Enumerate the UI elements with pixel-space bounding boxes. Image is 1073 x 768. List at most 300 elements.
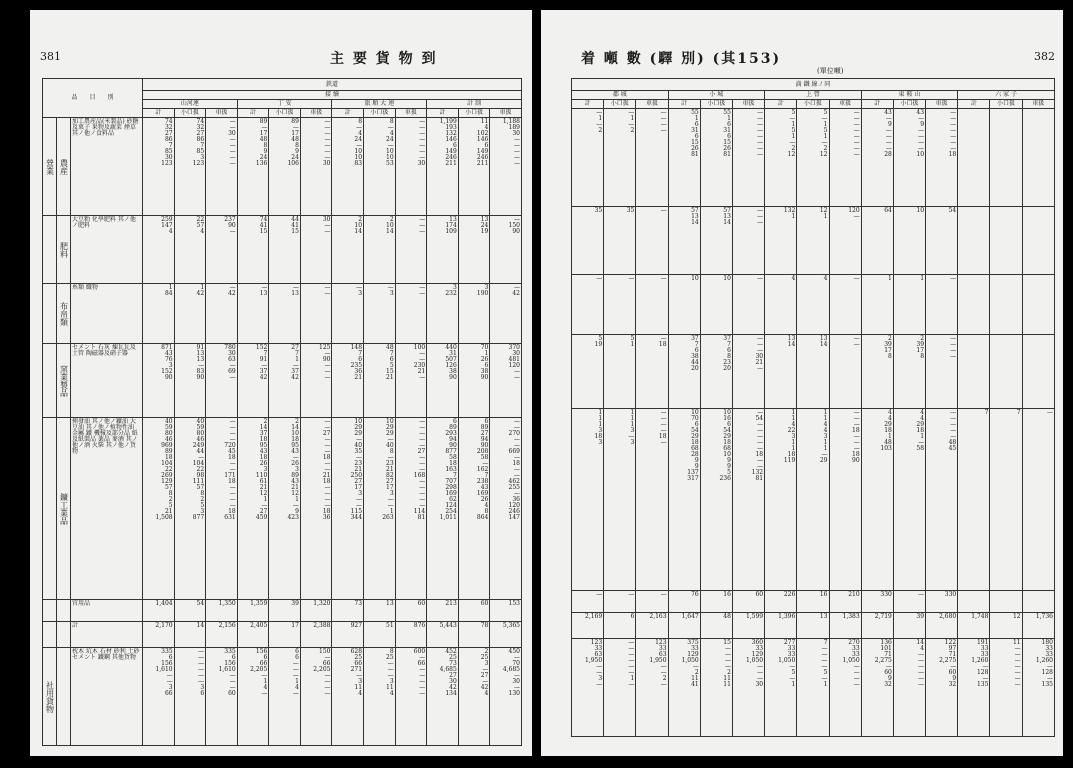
table-row (572, 639, 1055, 737)
data-cell: 43 — 9 — — — — 10 (893, 109, 925, 207)
page-title: 着 噸 數 (驛 別) (其153) (581, 51, 782, 67)
data-cell: — 42 (206, 284, 238, 344)
item-labels: 枕木 坑木 石材 砂利 土砂 セメント 鐵鋼 其他貨物 (71, 648, 143, 746)
data-cell: 2 10 14 (364, 216, 396, 284)
category-label (43, 418, 57, 600)
data-cell: 7 — — — — 5 — 1 (797, 639, 829, 737)
data-cell: 123 33 63 1,950 — — 2 — (636, 639, 668, 737)
data-cell: — — — — — 48 45 (926, 409, 958, 591)
data-cell: 136 101 71 2,275 — 60 9 32 (861, 639, 893, 737)
col-header: 車扱 (206, 109, 238, 118)
data-cell: — — (829, 335, 861, 409)
table-row (43, 344, 522, 418)
col-header: 小口扱 (364, 109, 396, 118)
col-header: 計 (572, 100, 604, 109)
data-cell: 91 13 13 — 83 90 (174, 344, 206, 418)
data-cell: 13 (797, 613, 829, 639)
data-cell: 54 (926, 207, 958, 275)
subcategory-label: 農産 (57, 118, 71, 216)
data-cell: 4 4 29 18 1 48 103 (861, 409, 893, 591)
data-cell: 871 43 76 3 152 90 (143, 344, 175, 418)
col-header: 計 (861, 100, 893, 109)
category-label (43, 600, 57, 622)
item-labels: 糸類 織物 (71, 284, 143, 344)
data-cell: 10 (893, 207, 925, 275)
data-cell: — 13 (269, 284, 301, 344)
data-cell (958, 207, 990, 275)
col-header: 小口扱 (269, 109, 301, 118)
data-cell: — (636, 207, 668, 275)
data-cell: 5 1 (604, 335, 636, 409)
table-row (572, 335, 1055, 409)
data-cell: 2 10 14 (332, 216, 364, 284)
data-cell: — (604, 275, 636, 335)
data-cell (990, 275, 1022, 335)
left-page (30, 10, 532, 756)
data-cell: — 150 90 (490, 216, 522, 284)
data-cell: — (732, 275, 764, 335)
data-cell: 1 (861, 275, 893, 335)
data-cell: 10 (700, 275, 732, 335)
data-cell: 1,404 (143, 600, 175, 622)
data-cell: 450 — 70 4,685 — 30 — 130 (490, 648, 522, 746)
data-cell: 4 4 29 18 1 — 58 (893, 409, 925, 591)
freight-table-right (571, 78, 1055, 737)
category-label: 社用貨物 (43, 648, 57, 746)
data-cell: — — — — — — 3 6 (174, 648, 206, 746)
data-cell: 180 33 33 1,260 — 128 — 135 (1022, 639, 1054, 737)
data-cell: — — — — — — — — (829, 109, 861, 207)
data-cell: 4 (797, 275, 829, 335)
data-cell: 277 33 33 1,050 — 5 — 1 (765, 639, 797, 737)
data-cell: — — — (395, 216, 427, 284)
data-cell: 5,443 (427, 622, 459, 648)
data-cell: 100 — — 230 21 — (395, 344, 427, 418)
data-cell (1022, 335, 1054, 409)
item-labels: 揮發油 其ノ他ノ鑛油 大豆油 其ノ他ノ植物性油 金屬 鐵 機械及部分品 紙及紙製品 薬品 麥酒 其ノ他ノ酒 火柴 其ノ他ノ貨物 (71, 418, 143, 600)
item-labels: 加工農産品(米製品) 砂糖及菓子 果物及蔬菜 煙草 其ノ他ノ食料品 (71, 118, 143, 216)
col-header: 計 (332, 109, 364, 118)
data-cell: 43 — 9 — — — — 28 (861, 109, 893, 207)
data-cell: 57 13 14 (700, 207, 732, 275)
col-header: 車扱 (300, 109, 332, 118)
group-header: 旅 順 大 連 (332, 100, 427, 109)
data-cell: 927 (332, 622, 364, 648)
data-cell: — 54 — — — — — 18 — — 132 81 (732, 409, 764, 591)
data-cell: 17 (269, 622, 301, 648)
data-cell: 2,405 (237, 622, 269, 648)
data-cell: 3 232 (427, 284, 459, 344)
data-cell: 6 89 293 94 90 877 58 18 163 7 707 298 169 62 124 254 1,011 (427, 418, 459, 600)
data-cell: 14 4 — — — — — — (893, 639, 925, 737)
data-cell: 330 (926, 591, 958, 613)
data-cell: 60 (732, 591, 764, 613)
data-cell: 375 33 129 1,050 — 2 11 41 (668, 639, 700, 737)
data-cell: 10 29 29 — 40 35 — 23 21 250 27 17 3 — — 115 344 (332, 418, 364, 600)
data-cell: 1,748 (958, 613, 990, 639)
data-cell: 6 (604, 613, 636, 639)
subcategory-label (57, 622, 71, 648)
col-header: 小口扱 (797, 100, 829, 109)
group-header: 山河連 (143, 100, 238, 109)
data-cell: 35 (572, 207, 604, 275)
header-top: 満 鐵 線 ﾉ 同 (572, 79, 1055, 91)
data-cell: 5,365 (490, 622, 522, 648)
data-cell: — (1022, 409, 1054, 591)
subcategory-label: 窯業製品 (57, 344, 71, 418)
col-header: 小口扱 (700, 100, 732, 109)
data-cell: 5 — 1 5 1 — 2 12 (797, 109, 829, 207)
item-labels: 計 (71, 622, 143, 648)
data-cell: 1,736 (1022, 613, 1054, 639)
data-cell (1022, 207, 1054, 275)
data-cell: 12 (990, 613, 1022, 639)
data-cell: 40 59 80 46 249 44 — 104 22 98 111 57 8 2 5 3 877 (174, 418, 206, 600)
data-cell: 156 6 66 2,205 — 1 4 — (237, 648, 269, 746)
data-cell: 14 (174, 622, 206, 648)
data-cell: 3 190 (458, 284, 490, 344)
data-cell: 1,647 (668, 613, 700, 639)
data-cell: — (636, 275, 668, 335)
data-cell: 60 (458, 600, 490, 622)
data-cell: 2 25 3 — 27 — 42 4 (458, 648, 490, 746)
data-cell: 35 (604, 207, 636, 275)
data-cell: 440 31 507 126 38 90 (427, 344, 459, 418)
data-cell: 2,156 (206, 622, 238, 648)
data-cell: 11 — — — — — — — (990, 639, 1022, 737)
subcategory-label (57, 648, 71, 746)
data-cell: — — 30 — — — — — (206, 118, 238, 216)
data-cell: — 3 (364, 284, 396, 344)
page-number: 381 (40, 50, 61, 63)
table-row (43, 216, 522, 284)
data-cell: 1 1 1 3 — 3 (604, 409, 636, 591)
table-row (572, 591, 1055, 613)
group-header: 郡 城 (572, 91, 669, 100)
data-cell: — — — — — — 1 — (604, 639, 636, 737)
data-cell (958, 109, 990, 207)
subcategory-label: 布帛類 (57, 284, 71, 344)
data-cell: 51 (364, 622, 396, 648)
data-cell: 13 24 19 (458, 216, 490, 284)
data-cell: 48 7 6 5 15 21 (364, 344, 396, 418)
data-cell: 70 1 26 6 38 90 (458, 344, 490, 418)
data-cell: 7 (990, 409, 1022, 591)
data-cell: 37 7 6 8 23 20 (700, 335, 732, 409)
data-cell: 74 41 15 (237, 216, 269, 284)
col-header: 小口扱 (458, 109, 490, 118)
col-header: 計 (958, 100, 990, 109)
data-cell: 2,163 (636, 613, 668, 639)
data-cell: — (604, 591, 636, 613)
data-cell: 7 (958, 409, 990, 591)
data-cell: 370 30 481 120 — — (490, 344, 522, 418)
data-cell: 8 25 — — — 3 11 4 (364, 648, 396, 746)
data-cell: 1 1 4 4 3 1 1 — 29 (797, 409, 829, 591)
data-cell: — 3 (332, 284, 364, 344)
data-cell (990, 207, 1022, 275)
group-header: 丁 安 (237, 100, 332, 109)
data-cell: — — — — — — — 30 (300, 118, 332, 216)
item-labels: 大豆粕 化學肥料 其ノ他ノ肥料 (71, 216, 143, 284)
data-cell: — — — — — — — — (732, 109, 764, 207)
data-cell (1022, 109, 1054, 207)
data-cell: 600 — 66 — — — — — (395, 648, 427, 746)
data-cell: 1,188 189 30 — — — — — (490, 118, 522, 216)
col-header: 計 (765, 100, 797, 109)
data-cell: 330 (861, 591, 893, 613)
data-cell: 48 (700, 613, 732, 639)
data-cell: 6 6 — — — 1 4 — (269, 648, 301, 746)
header-top: 鉄道 (143, 79, 522, 91)
data-cell: 74 32 27 86 7 85 30 123 (143, 118, 175, 216)
data-cell: 76 (668, 591, 700, 613)
data-cell: 57 13 14 (668, 207, 700, 275)
category-label: 營業 (43, 118, 57, 216)
subcategory-label: 肥料 (57, 216, 71, 284)
data-cell: 191 33 33 1,260 — 128 — 135 (958, 639, 990, 737)
data-cell: 13 174 109 (427, 216, 459, 284)
data-cell: — 42 (490, 284, 522, 344)
data-cell: 150 — 66 2,205 — — — — (300, 648, 332, 746)
data-cell: — (926, 275, 958, 335)
data-cell: 64 (861, 207, 893, 275)
data-cell: — — 27 — — — 18 — — 21 18 — — — — 18 36 (300, 418, 332, 600)
group-header: 東 鞍 山 (861, 91, 958, 100)
data-cell (990, 591, 1022, 613)
data-cell: 16 (797, 591, 829, 613)
col-header: 小口扱 (604, 100, 636, 109)
data-cell: 1 (893, 275, 925, 335)
data-cell: 78 (458, 622, 490, 648)
data-cell: 152 7 91 — 37 42 (237, 344, 269, 418)
data-cell: 39 (269, 600, 301, 622)
data-cell: — (572, 275, 604, 335)
col-header: 計 (668, 100, 700, 109)
data-cell: 237 90 — (206, 216, 238, 284)
data-cell: — 18 (636, 335, 668, 409)
data-cell (958, 591, 990, 613)
data-cell: 1 1 4 22 3 1 1 18 119 (765, 409, 797, 591)
data-cell: 13 14 (797, 335, 829, 409)
data-cell: 1,350 (206, 600, 238, 622)
table-row (572, 275, 1055, 335)
data-cell: 73 (332, 600, 364, 622)
data-cell (1022, 275, 1054, 335)
data-cell: 5 — 1 5 1 — 2 12 (765, 109, 797, 207)
data-cell: — — — — 18 — (636, 409, 668, 591)
category-label (43, 622, 57, 648)
data-cell: — — 270 — — 669 — 18 — — 462 255 — 36 120 246 147 (490, 418, 522, 600)
category-label (43, 216, 57, 284)
data-cell: 13 (364, 600, 396, 622)
data-cell: 335 6 156 1,610 — — — 60 (206, 648, 238, 746)
data-cell: 2,388 (300, 622, 332, 648)
col-header-item: 品 目 別 (43, 79, 143, 118)
data-cell: 876 (395, 622, 427, 648)
data-cell: — — (395, 284, 427, 344)
col-header: 車扱 (395, 109, 427, 118)
col-header: 計 (427, 109, 459, 118)
unit-note: (單位噸) (817, 67, 844, 75)
table-row (43, 648, 522, 746)
data-cell: 37 7 6 38 44 20 (668, 335, 700, 409)
col-header: 車扱 (490, 109, 522, 118)
data-cell: — (893, 591, 925, 613)
freight-table-left (42, 78, 522, 746)
data-cell: 4 (765, 275, 797, 335)
table-row (43, 622, 522, 648)
data-cell: 452 25 73 4,685 27 30 42 134 (427, 648, 459, 746)
data-cell: 1,396 (765, 613, 797, 639)
col-header: 小口扱 (893, 100, 925, 109)
data-cell: — 1 — 2 (572, 109, 604, 207)
data-cell: 210 (829, 591, 861, 613)
data-cell: 22 57 4 (174, 216, 206, 284)
data-cell: 6 89 27 94 90 208 58 — 162 7 238 43 169 26 4 8 864 (458, 418, 490, 600)
data-cell: 55 1 6 31 6 15 26 81 (668, 109, 700, 207)
data-cell: 44 41 15 (269, 216, 301, 284)
data-cell: 30 — — (300, 216, 332, 284)
data-cell: 2,169 (572, 613, 604, 639)
data-cell: — — — — — — — 18 (926, 109, 958, 207)
data-cell: 153 (490, 600, 522, 622)
data-cell: — — — — (926, 335, 958, 409)
data-cell: 10 70 6 54 29 18 68 28 9 9 137 317 (668, 409, 700, 591)
data-cell: 2 39 17 8 (893, 335, 925, 409)
data-cell: 2 39 17 8 (861, 335, 893, 409)
category-label (43, 344, 57, 418)
data-cell: 12 1 (797, 207, 829, 275)
data-cell: — — — — (636, 109, 668, 207)
category-label (43, 284, 57, 344)
data-cell: 5 19 (572, 335, 604, 409)
book-spine (534, 40, 538, 740)
col-header: 小口扱 (990, 100, 1022, 109)
header-sub: 接 續 (143, 91, 522, 100)
data-cell (1022, 591, 1054, 613)
data-cell: 8 — 4 24 — 10 10 83 (332, 118, 364, 216)
subcategory-label (57, 600, 71, 622)
data-cell: — 1 — 2 (604, 109, 636, 207)
page-title: 主 要 貨 物 到 (330, 51, 438, 67)
table-row (43, 418, 522, 600)
col-header: 計 (237, 109, 269, 118)
data-cell: — — — — — — — 30 (395, 118, 427, 216)
data-cell: 2 14 37 18 95 43 18 26 3 110 61 21 12 1 — 27 459 (237, 418, 269, 600)
data-cell: 780 30 63 — 69 — (206, 344, 238, 418)
table-row (43, 118, 522, 216)
group-header: 六 家 子 (958, 91, 1055, 100)
col-header: 計 (143, 109, 175, 118)
data-cell: — (636, 591, 668, 613)
data-cell: 120 — (829, 207, 861, 275)
data-cell: 74 32 27 86 7 85 3 123 (174, 118, 206, 216)
col-header: 車扱 (829, 100, 861, 109)
data-cell: 11 4 102 146 6 149 246 211 (458, 118, 490, 216)
table-row (43, 284, 522, 344)
data-cell: — (572, 591, 604, 613)
data-cell: 270 33 33 1,050 — — — — (829, 639, 861, 737)
data-cell: — — — — — 27 — — — 168 — — — — — 114 81 (395, 418, 427, 600)
data-cell: 1 84 (143, 284, 175, 344)
data-cell: 123 33 63 1,950 — — 3 — (572, 639, 604, 737)
item-labels: 官用品 (71, 600, 143, 622)
data-cell: 27 7 1 — 37 42 (269, 344, 301, 418)
page-number: 382 (1034, 50, 1055, 63)
data-cell (958, 275, 990, 335)
data-cell: — (829, 275, 861, 335)
data-cell: 1,383 (829, 613, 861, 639)
data-cell (990, 335, 1022, 409)
data-cell: 335 6 156 1,610 — — 3 66 (143, 648, 175, 746)
col-header: 小口扱 (174, 109, 206, 118)
data-cell: 2,170 (143, 622, 175, 648)
col-header: 車扱 (926, 100, 958, 109)
data-cell: 1,599 (732, 613, 764, 639)
data-cell: 8 — 4 24 — 10 10 53 (364, 118, 396, 216)
item-labels: セメント 石灰 煉瓦瓦及土管 陶磁器及硝子器 (71, 344, 143, 418)
col-header: 車扱 (1022, 100, 1054, 109)
table-row (43, 600, 522, 622)
data-cell: 2 14 10 18 95 43 — 26 3 89 43 21 12 1 — 9 423 (269, 418, 301, 600)
data-cell: 1,199 193 132 146 6 149 246 211 (427, 118, 459, 216)
data-cell: — — (300, 284, 332, 344)
col-header: 車扱 (636, 100, 668, 109)
data-cell: 1 42 (174, 284, 206, 344)
data-cell: 1,320 (300, 600, 332, 622)
data-cell: 89 — 17 48 8 9 24 106 (269, 118, 301, 216)
data-cell: — 13 (237, 284, 269, 344)
data-cell (958, 335, 990, 409)
data-cell (990, 109, 1022, 207)
data-cell: 122 97 71 2,275 — 60 9 32 (926, 639, 958, 737)
data-cell: 2,680 (926, 613, 958, 639)
data-cell: — — — 30 21 — (732, 335, 764, 409)
subcategory-label: 鑛工業品 (57, 418, 71, 600)
data-cell: 16 (700, 591, 732, 613)
data-cell: 226 (765, 591, 797, 613)
data-cell: 10 (668, 275, 700, 335)
data-cell: 55 1 6 31 6 15 26 81 (700, 109, 732, 207)
data-cell: 2,719 (861, 613, 893, 639)
data-cell: 89 — 17 48 8 9 24 136 (237, 118, 269, 216)
data-cell: 1,359 (237, 600, 269, 622)
data-cell: 15 — — — — 2 11 11 (700, 639, 732, 737)
data-cell: 60 (395, 600, 427, 622)
data-cell: 148 7 6 235 36 21 (332, 344, 364, 418)
group-header: 上 營 (765, 91, 862, 100)
data-cell: 54 (174, 600, 206, 622)
data-cell: 360 33 129 1,050 — — — 30 (732, 639, 764, 737)
group-header: 計 制 (427, 100, 522, 109)
table-row (572, 207, 1055, 275)
data-cell: 10 16 6 54 29 18 68 10 9 9 5 236 (700, 409, 732, 591)
data-cell: 132 1 (765, 207, 797, 275)
data-cell: 259 147 4 (143, 216, 175, 284)
data-cell: 40 59 80 46 969 89 18 104 22 269 129 57 8 2 5 21 1,508 (143, 418, 175, 600)
right-page (541, 10, 1063, 756)
data-cell: 125 — 90 — — — (300, 344, 332, 418)
data-cell: 213 (427, 600, 459, 622)
table-row (572, 613, 1055, 639)
data-cell: 10 29 29 — 40 8 — 23 21 82 27 17 3 — — 1 263 (364, 418, 396, 600)
data-cell: 39 (893, 613, 925, 639)
data-cell: 1 1 1 3 18 3 (572, 409, 604, 591)
data-cell: 628 25 66 271 — 3 11 4 (332, 648, 364, 746)
data-cell: — — — 18 — — — 18 90 (829, 409, 861, 591)
data-cell: — — — (732, 207, 764, 275)
